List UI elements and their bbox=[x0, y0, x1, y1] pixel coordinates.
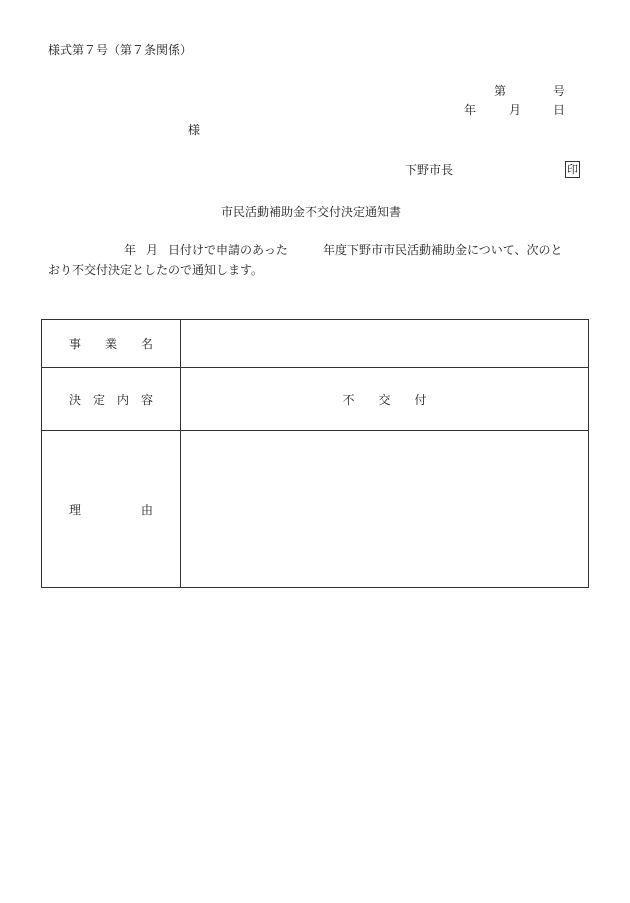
document-title: 市民活動補助金不交付決定通知書 bbox=[221, 205, 402, 219]
decision-table bbox=[41, 319, 589, 588]
table-row bbox=[42, 320, 589, 368]
seal-mark: 印 bbox=[567, 163, 578, 176]
decision-content-label: 決 定 内 容 bbox=[42, 368, 181, 431]
addressee-suffix: 様 bbox=[188, 123, 201, 137]
project-name-label: 事 業 名 bbox=[42, 320, 181, 368]
decision-content-value: 不 交 付 bbox=[181, 368, 589, 431]
reason-label: 理 由 bbox=[42, 431, 181, 588]
body-year: 年 bbox=[124, 243, 137, 257]
document-number-go: 号 bbox=[553, 84, 566, 98]
body-date-text: 日付けで申請のあった bbox=[168, 243, 288, 257]
date-year: 年 bbox=[464, 103, 477, 117]
date-day: 日 bbox=[553, 103, 566, 117]
date-month: 月 bbox=[509, 103, 522, 117]
form-number: 様式第７号（第７条関係） bbox=[48, 43, 193, 57]
body-line2: おり不交付決定としたので通知します。 bbox=[48, 263, 264, 277]
document-number-dai: 第 bbox=[494, 84, 507, 98]
body-month: 月 bbox=[146, 243, 159, 257]
table-row bbox=[42, 368, 589, 431]
project-name-value bbox=[181, 320, 589, 368]
issuer: 下野市長 bbox=[405, 163, 454, 177]
reason-value bbox=[181, 431, 589, 588]
body-line1-rest: 年度下野市市民活動補助金について、次のと bbox=[323, 243, 563, 257]
table-row bbox=[42, 431, 589, 588]
